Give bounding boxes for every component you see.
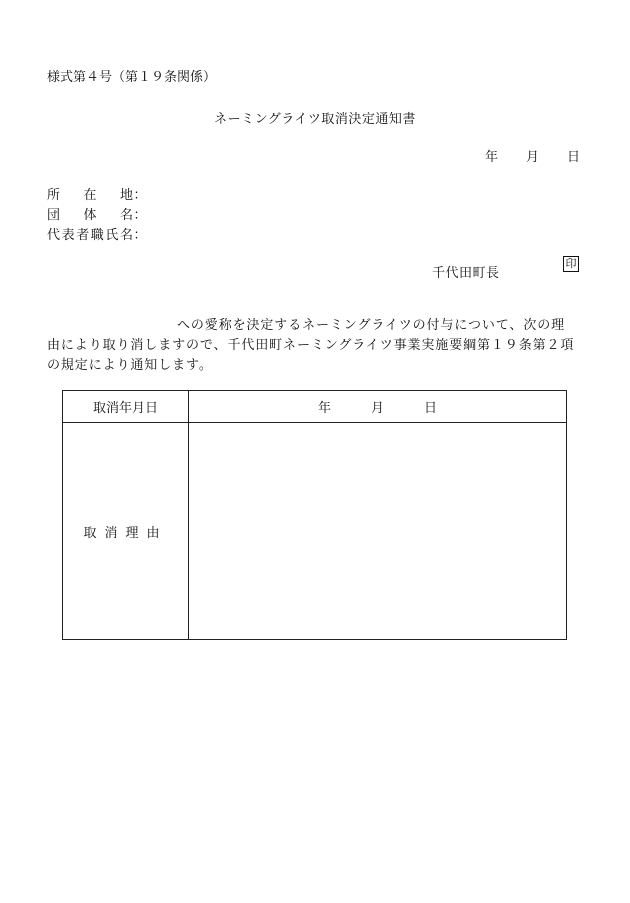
- address-label: 所 在 地: [47, 188, 133, 203]
- notice-body-line1: への愛称を決定するネーミングライツの付与について、次の理: [177, 318, 566, 333]
- representative-colon: ：: [133, 228, 147, 243]
- notice-body: [47, 316, 583, 376]
- form-number: 様式第４号（第１９条関係）: [47, 70, 217, 85]
- issuer-name: 千代田町長: [432, 266, 500, 281]
- issue-date: [485, 146, 580, 165]
- seal-icon: 印: [563, 256, 579, 272]
- cancel-reason-label: 取消理由: [63, 423, 189, 640]
- cancel-date-value: [189, 391, 567, 423]
- date-year: 年: [484, 150, 498, 165]
- cancel-date-row: [63, 391, 567, 423]
- cancel-reason-row: [63, 423, 567, 640]
- table-year: 年: [317, 401, 331, 416]
- table-month: 月: [370, 401, 384, 416]
- cancel-date-label: 取消年月日: [63, 391, 189, 423]
- group-name-label: 団 体 名: [47, 208, 133, 223]
- date-month: 月: [525, 150, 539, 165]
- table-day: 日: [424, 401, 438, 416]
- cancel-reason-value: [189, 423, 567, 640]
- address-colon: ：: [133, 188, 147, 203]
- notice-body-line2: 由により取り消しますので、千代田町ネーミングライツ事業実施要綱第１９条第２項の規定により通知します。: [47, 338, 575, 373]
- date-day: 日: [566, 150, 580, 165]
- group-name-colon: ：: [133, 208, 147, 223]
- representative-label: 代表者職氏名: [47, 228, 133, 243]
- document-title: ネーミングライツ取消決定通知書: [214, 112, 416, 127]
- representative-field: [47, 224, 147, 243]
- group-name-field: [47, 204, 147, 223]
- cancellation-table: [62, 390, 567, 640]
- address-field: [47, 184, 147, 203]
